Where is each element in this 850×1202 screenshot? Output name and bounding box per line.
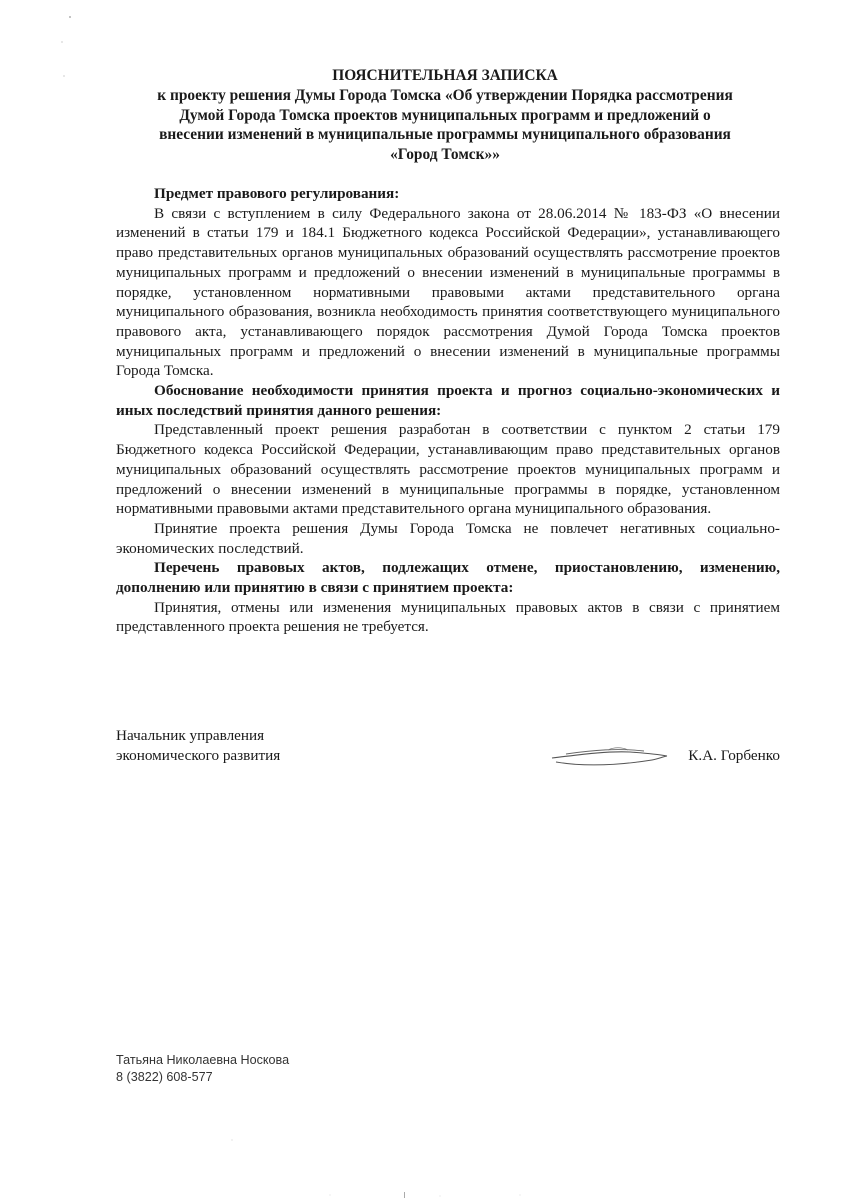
contact-block (116, 1052, 289, 1086)
position-line-2: экономического развития (116, 746, 281, 764)
acts-paragraph: Принятия, отмены или изменения муниципальных правовых актов в связи с принятием представленного проекта решения не требуется. (116, 598, 780, 636)
title-line-4: «Город Томск»» (390, 146, 500, 164)
signatory-position (116, 726, 280, 765)
subject-paragraph: В связи с вступлением в силу Федерального закона от 28.06.2014 № 183-ФЗ «О внесении изменений в статьи 179 и 184.1 Бюджетного кодекса Российской Федерации», устанавливающего право представительных органов муниципальных образований осуществлять рассмотрение проектов муниципальных программ и предложений о внесении изменений в муниципальные программы в порядке, установленном нормативными правовыми актами представительного органа муниципального образования, возникла необходимость принятия соответствующего муниципального правового акта, устанавливающего порядок рассмотрения Думой Города Томска проектов муниципальных программ и предложений о внесении изменений в муниципальные программы Города Томска. (116, 204, 780, 380)
rationale-heading: Обоснование необходимости принятия проекта и прогноз социально-экономических и иных последствий принятия данного решения: (116, 382, 780, 419)
acts-heading: Перечень правовых актов, подлежащих отмене, приостановлению, изменению, дополнению или принятию в связи с принятием проекта: (116, 559, 780, 597)
document-title (100, 66, 790, 165)
rationale-paragraph: Представленный проект решения разработан в соответствии с пунктом 2 статьи 179 Бюджетного кодекса Российской Федерации, устанавливающим право представительных органов муниципальных образований осуществлять рассмотрение проектов муниципальных программ и предложений о внесении изменений в муниципальные программы в порядке, установленном нормативными правовыми актами представительного органа муниципального образования. (116, 421, 780, 518)
title-line-3: внесении изменений в муниципальные программы муниципального образования (159, 126, 731, 144)
contact-name: Татьяна Николаевна Носкова (116, 1053, 290, 1067)
position-line-1: Начальник управления (116, 727, 265, 744)
title-line-1: к проекту решения Думы Города Томска «Об утверждении Порядка рассмотрения (157, 86, 733, 104)
signature-block (116, 726, 796, 774)
title-heading: ПОЯСНИТЕЛЬНАЯ ЗАПИСКА (332, 67, 558, 84)
handwritten-signature (548, 742, 670, 768)
subject-heading: Предмет правового регулирования: (154, 185, 400, 202)
document-body (116, 184, 780, 637)
consequences-paragraph: Принятие проекта решения Думы Города Томска не повлечет негативных социально-экономических последствий. (116, 519, 780, 557)
title-line-2: Думой Города Томска проектов муниципальных программ и предложений о (179, 106, 711, 124)
contact-phone: 8 (3822) 608-577 (116, 1070, 213, 1084)
signatory-name: К.А. Горбенко (688, 747, 780, 764)
